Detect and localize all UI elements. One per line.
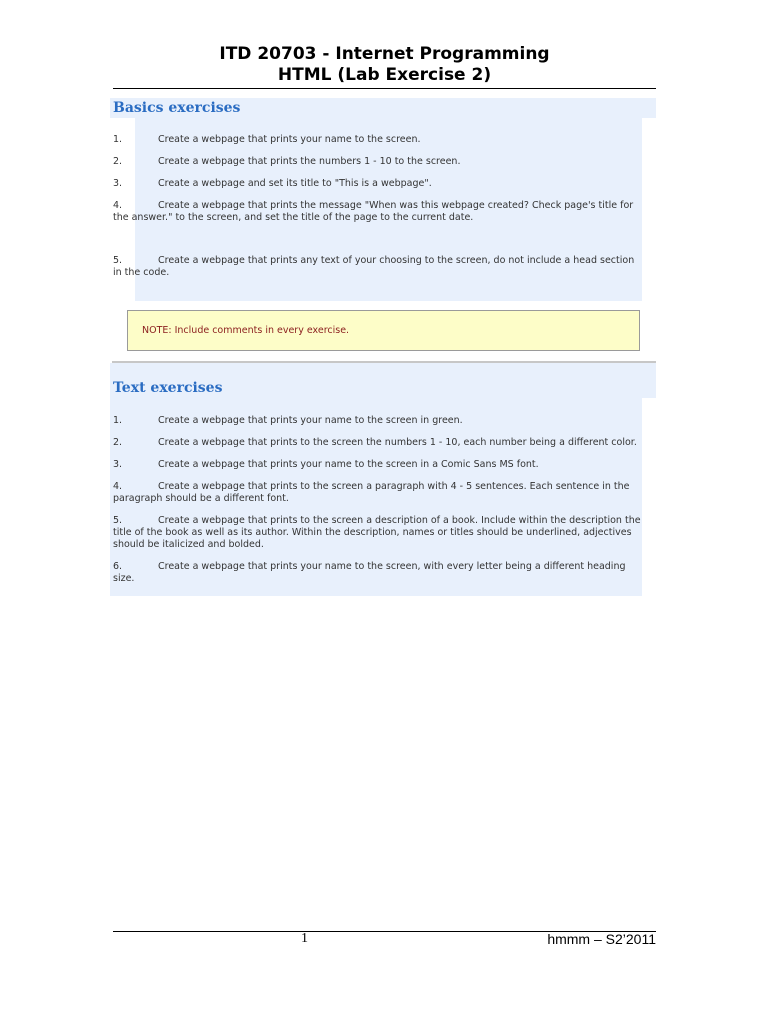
item-number: 5. [113, 515, 123, 526]
item-number: 2. [113, 437, 123, 448]
item-text: Create a webpage that prints to the screen a description of a book. Include within the description the title of the book as well as its author. Within the description, names or titles should be underlined, adjectives should be italicized and bolded. [113, 515, 641, 550]
text-heading: Text exercises [113, 380, 223, 396]
item-text: Create a webpage and set its title to "This is a webpage". [158, 178, 432, 189]
note-box [127, 310, 640, 351]
text-item-6 [113, 561, 641, 585]
basics-item-2 [113, 156, 641, 168]
item-text: Create a webpage that prints your name to the screen, with every letter being a different heading size. [113, 561, 626, 584]
basics-item-5 [113, 255, 641, 279]
item-text: Create a webpage that prints the numbers 1 - 10 to the screen. [158, 156, 461, 167]
item-number: 3. [113, 178, 123, 189]
item-text: Create a webpage that prints your name to the screen. [158, 134, 421, 145]
item-text: Create a webpage that prints to the screen a paragraph with 4 - 5 sentences. Each sentence in the paragraph should be a different font. [113, 481, 630, 504]
item-text: Create a webpage that prints your name to the screen in a Comic Sans MS font. [158, 459, 539, 470]
text-list [113, 415, 641, 585]
note-text: NOTE: Include comments in every exercise. [142, 325, 350, 336]
text-item-2 [113, 437, 641, 449]
basics-heading: Basics exercises [113, 100, 241, 116]
item-text: Create a webpage that prints any text of your choosing to the screen, do not include a head section in the code. [113, 255, 635, 278]
header-rule [113, 88, 656, 89]
basics-item-3 [113, 178, 641, 190]
basics-item-1 [113, 134, 641, 146]
basics-item-4 [113, 200, 641, 224]
item-number: 1. [113, 134, 123, 145]
document-title [113, 44, 656, 86]
text-item-4 [113, 481, 641, 505]
item-number: 5. [113, 255, 123, 266]
item-number: 2. [113, 156, 123, 167]
text-item-1 [113, 415, 641, 427]
item-number: 6. [113, 561, 123, 572]
document-title-line1: ITD 20703 - Internet Programming [219, 44, 550, 64]
item-number: 3. [113, 459, 123, 470]
page-number: 1 [301, 931, 308, 946]
item-text: Create a webpage that prints your name to the screen in green. [158, 415, 463, 426]
basics-list [113, 134, 641, 279]
text-item-5 [113, 515, 641, 551]
item-text: Create a webpage that prints the message "When was this webpage created? Check page's title for the answer." to the screen, and set the title of the page to the current date. [113, 200, 634, 223]
footer-author-term: hmmm – S2’2011 [547, 931, 656, 947]
item-number: 4. [113, 200, 123, 211]
item-number: 4. [113, 481, 123, 492]
item-number: 1. [113, 415, 123, 426]
document-title-line2: HTML (Lab Exercise 2) [277, 65, 492, 85]
item-text: Create a webpage that prints to the screen the numbers 1 - 10, each number being a different color. [158, 437, 637, 448]
text-item-3 [113, 459, 641, 471]
